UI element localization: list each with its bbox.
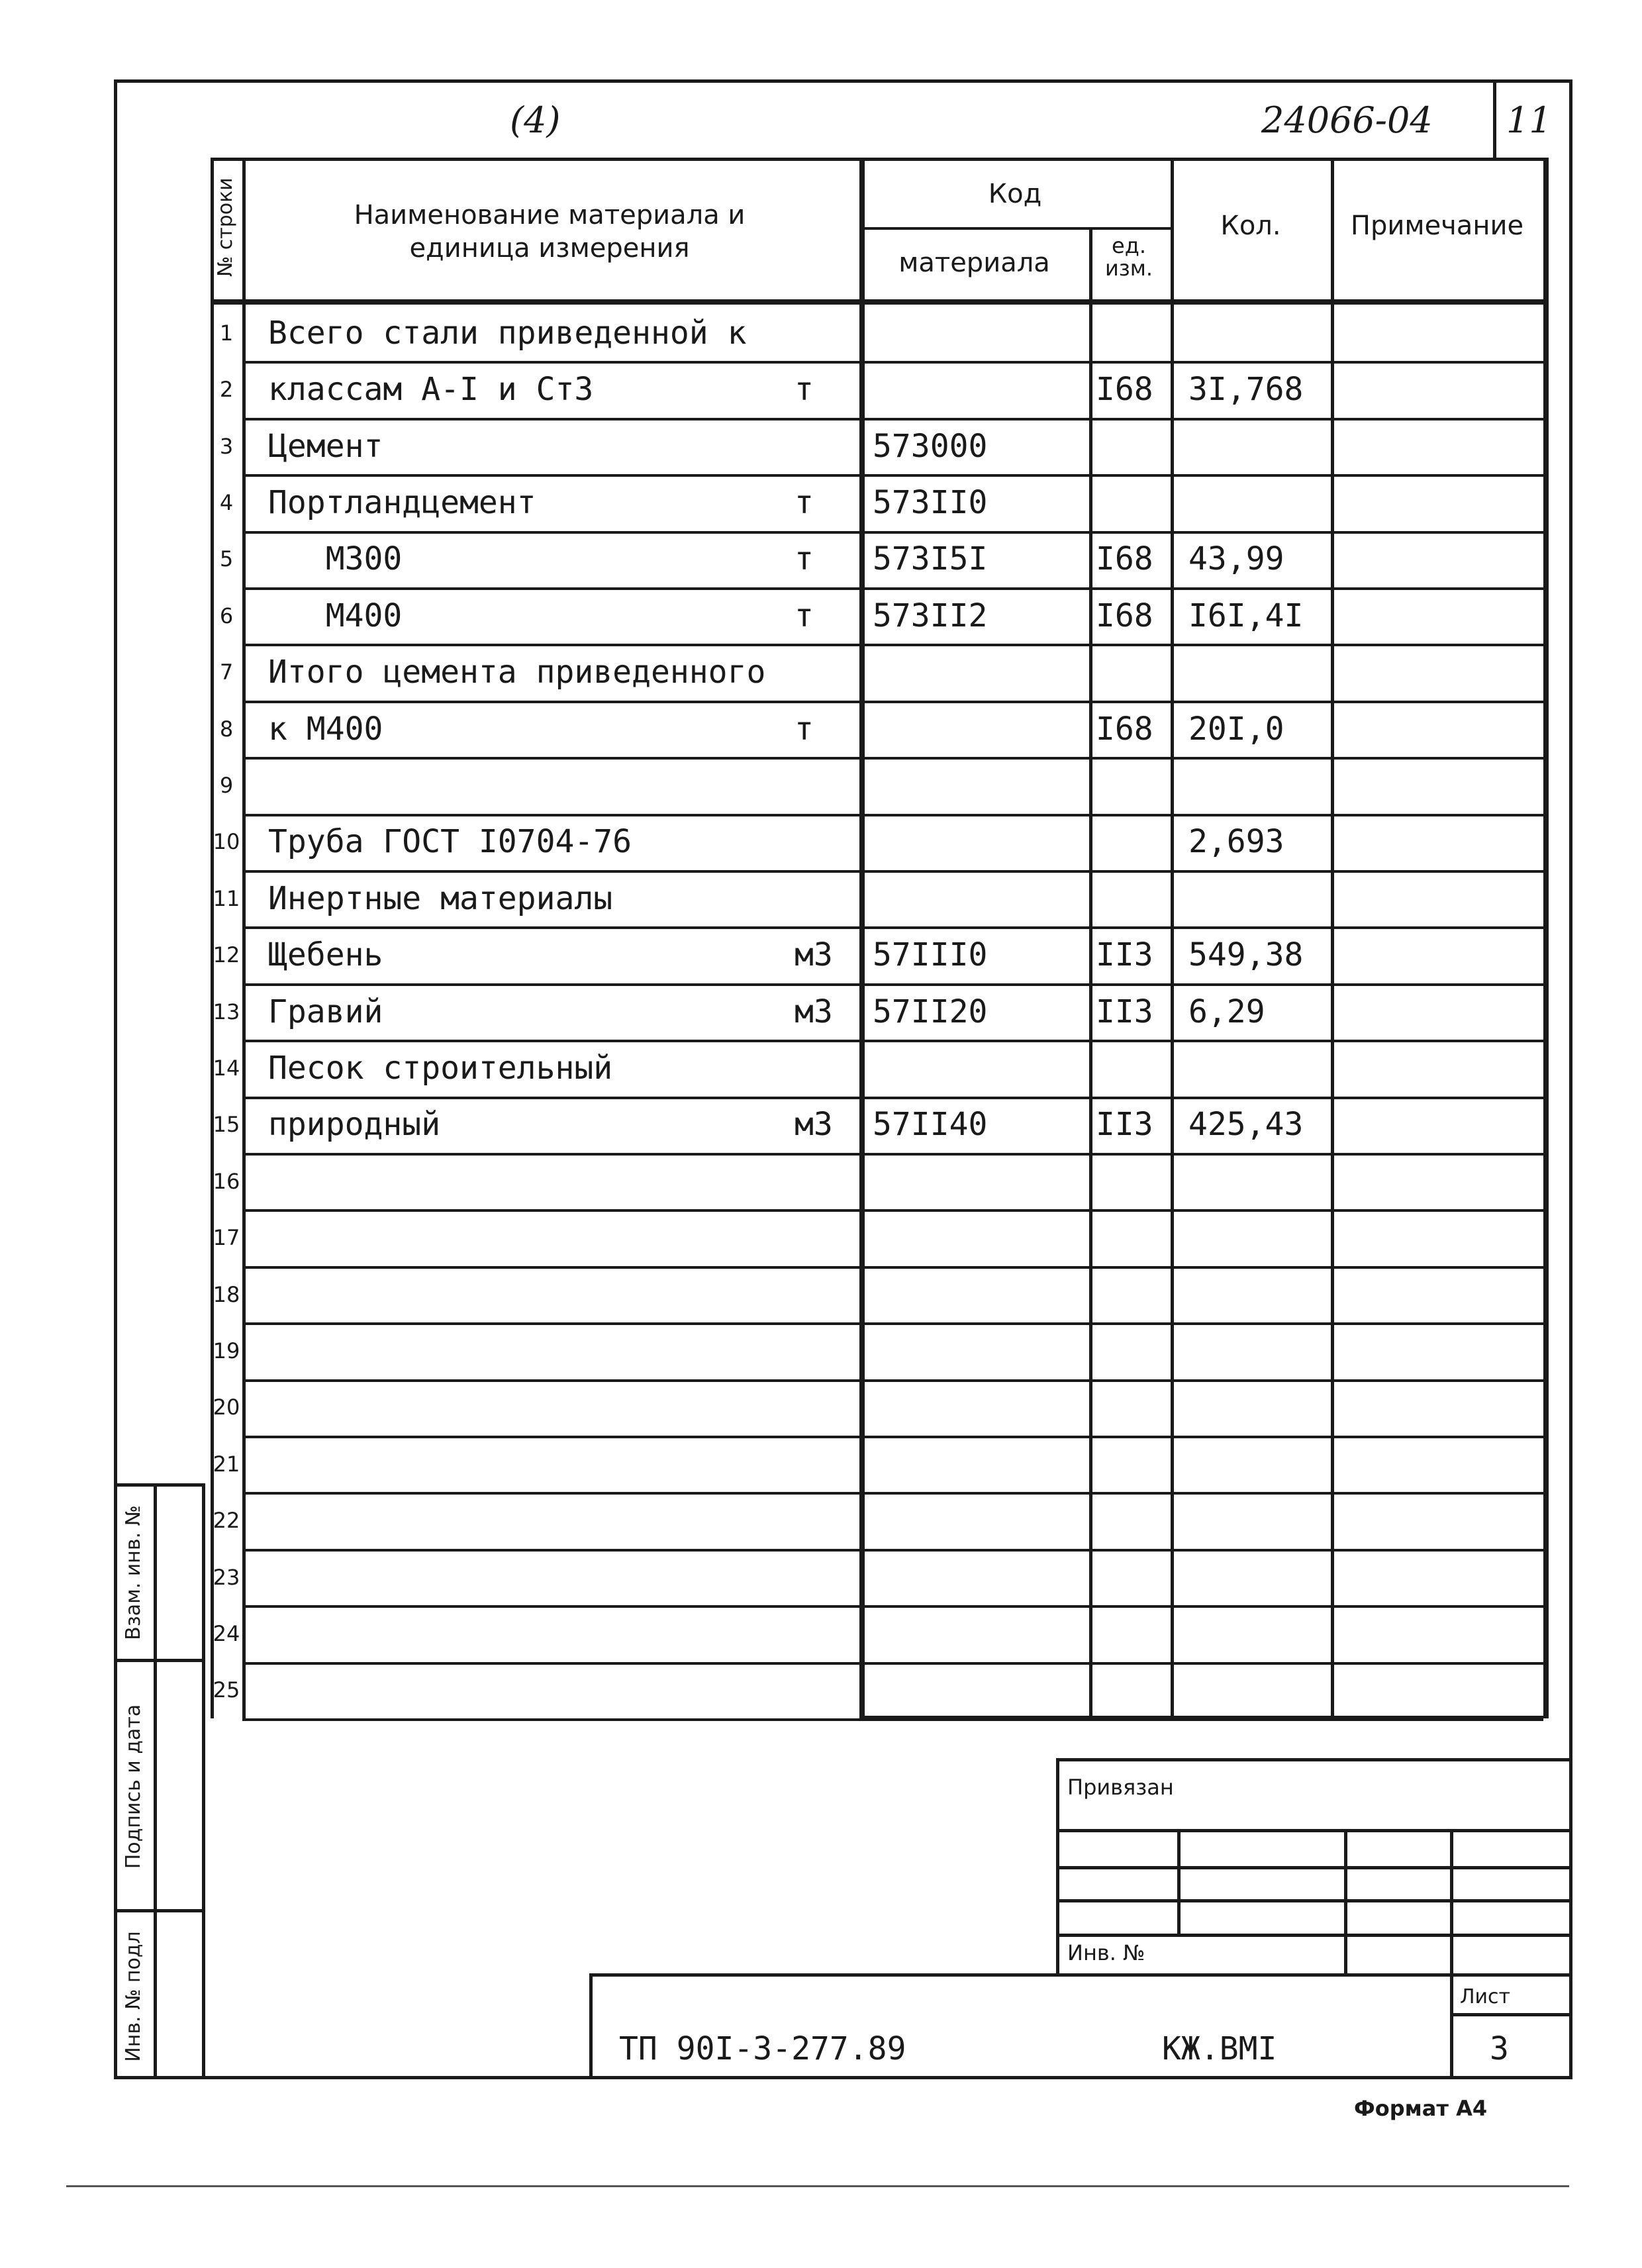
row-line xyxy=(242,418,1543,420)
header-top-line xyxy=(211,158,1543,161)
row-material-code: 573II0 xyxy=(873,484,988,521)
table-column-line xyxy=(1171,158,1174,1718)
row-material-code: 573I5I xyxy=(873,540,988,577)
row-quantity: 43,99 xyxy=(1188,540,1284,577)
row-quantity: 2,693 xyxy=(1188,823,1284,860)
row-number: 10 xyxy=(213,829,240,854)
row-quantity: I6I,4I xyxy=(1188,597,1304,634)
table-column-line xyxy=(242,158,246,1718)
table-column-line xyxy=(859,158,865,1718)
archive-number: 24066-04 xyxy=(1261,99,1433,141)
privyazan-label: Привязан xyxy=(1067,1775,1174,1800)
row-number: 12 xyxy=(213,942,240,967)
row-line xyxy=(242,531,1543,534)
row-line xyxy=(242,1209,1543,1212)
row-number: 15 xyxy=(213,1112,240,1137)
document-mark: КЖ.ВМI xyxy=(1162,2030,1277,2067)
row-unit: т xyxy=(795,484,814,521)
row-number: 1 xyxy=(219,320,234,346)
row-unit-code: I68 xyxy=(1096,711,1153,748)
row-material-code: 57II40 xyxy=(873,1106,988,1143)
side-stamp-inv-podl: Инв. № подл xyxy=(122,1931,145,2062)
row-line xyxy=(242,1322,1543,1325)
header-qty: Кол. xyxy=(1220,211,1281,241)
row-line xyxy=(242,1379,1543,1382)
row-material-code: 57II20 xyxy=(873,993,988,1030)
main-stamp-top-line xyxy=(589,1973,1572,1977)
title-block-line-2 xyxy=(1056,1866,1572,1869)
row-line xyxy=(242,361,1543,364)
side-stamp-vzam-inv: Взам. инв. № xyxy=(122,1505,145,1640)
main-stamp-left-line xyxy=(589,1973,593,2079)
row-line xyxy=(242,587,1543,590)
row-number: 2 xyxy=(219,377,234,402)
row-number: 5 xyxy=(219,546,234,571)
row-unit-code: I68 xyxy=(1096,540,1153,577)
row-quantity: 20I,0 xyxy=(1188,711,1284,748)
header-row-number: № строки xyxy=(214,177,237,277)
row-material-code: 573II2 xyxy=(873,597,988,634)
row-line xyxy=(242,474,1543,477)
row-number: 20 xyxy=(213,1395,240,1420)
row-line xyxy=(242,1097,1543,1099)
format-label: Формат А4 xyxy=(1354,2096,1488,2121)
sheet-label-line xyxy=(1450,2013,1572,2016)
sheet-number: 3 xyxy=(1490,2030,1509,2067)
row-line xyxy=(242,644,1543,646)
part-mark: (4) xyxy=(510,99,561,141)
inv-no-label: Инв. № xyxy=(1067,1940,1145,1965)
row-number: 13 xyxy=(213,999,240,1024)
row-line xyxy=(242,1718,1543,1721)
row-number: 8 xyxy=(219,716,234,742)
row-number: 6 xyxy=(219,603,234,628)
row-number: 17 xyxy=(213,1225,240,1250)
row-number: 19 xyxy=(213,1338,240,1363)
row-name: Щебень xyxy=(268,936,383,973)
row-name: Цемент xyxy=(268,428,383,465)
row-line xyxy=(242,1266,1543,1269)
row-number: 23 xyxy=(213,1565,240,1590)
row-number: 3 xyxy=(219,434,234,459)
row-name: Всего стали приведенной к xyxy=(268,315,747,352)
row-unit-code: II3 xyxy=(1096,993,1153,1030)
title-block-col-1 xyxy=(1177,1829,1181,1934)
row-line xyxy=(242,870,1543,873)
row-line xyxy=(242,1549,1543,1552)
table-column-line xyxy=(1331,158,1334,1718)
title-block-top-line xyxy=(1056,1758,1572,1761)
row-line xyxy=(242,926,1543,929)
title-block-line-4 xyxy=(1056,1934,1572,1937)
row-unit-code: II3 xyxy=(1096,1106,1153,1143)
row-unit: т xyxy=(795,540,814,577)
row-number: 24 xyxy=(213,1621,240,1646)
row-name: М400 xyxy=(268,597,403,634)
row-line xyxy=(242,1662,1543,1665)
row-number: 4 xyxy=(219,490,234,515)
row-name: Песок строительный xyxy=(268,1050,613,1087)
row-unit-code: I68 xyxy=(1096,597,1153,634)
row-line xyxy=(242,1605,1543,1608)
header-code-material: материала xyxy=(898,248,1050,278)
row-line xyxy=(242,1040,1543,1042)
row-number: 14 xyxy=(213,1056,240,1081)
row-name: Портландцемент xyxy=(268,484,536,521)
header-code-unit: ед. изм. xyxy=(1104,233,1153,281)
row-number: 22 xyxy=(213,1508,240,1533)
table-column-line xyxy=(1089,227,1092,1718)
header-note: Примечание xyxy=(1350,211,1524,241)
title-block-line-1 xyxy=(1056,1829,1572,1832)
row-quantity: 3I,768 xyxy=(1188,371,1304,408)
header-bottom-line xyxy=(211,299,1543,305)
row-name: классам А-I и Ст3 xyxy=(268,371,594,408)
row-line xyxy=(242,1153,1543,1156)
row-quantity: 6,29 xyxy=(1188,993,1265,1030)
row-material-code: 57III0 xyxy=(873,936,988,973)
row-number: 9 xyxy=(219,773,234,798)
row-quantity: 425,43 xyxy=(1188,1106,1304,1143)
row-unit: м3 xyxy=(795,1106,833,1143)
header-code: Код xyxy=(988,179,1042,209)
row-unit: м3 xyxy=(795,936,833,973)
side-stamp-divider xyxy=(154,1483,157,2079)
row-number: 16 xyxy=(213,1169,240,1194)
row-line xyxy=(242,814,1543,816)
row-number: 18 xyxy=(213,1282,240,1307)
title-block-line-3 xyxy=(1056,1899,1572,1902)
header-code-split-line xyxy=(859,227,1171,230)
title-block-col-3 xyxy=(1450,1829,1453,2079)
sheet-label: Лист xyxy=(1460,1985,1511,2008)
row-line xyxy=(242,983,1543,986)
side-stamp-podpis-data: Подпись и дата xyxy=(122,1704,145,1869)
row-line xyxy=(242,701,1543,703)
row-line xyxy=(242,757,1543,760)
row-unit: т xyxy=(795,711,814,748)
row-material-code: 573000 xyxy=(873,428,988,465)
row-number: 21 xyxy=(213,1452,240,1477)
row-name: к М400 xyxy=(268,711,383,748)
document-code: ТП 90I-3-277.89 xyxy=(619,2030,906,2067)
row-unit: т xyxy=(795,597,814,634)
row-unit: т xyxy=(795,371,814,408)
row-name: Труба ГОСТ I0704-76 xyxy=(268,823,632,860)
row-number: 25 xyxy=(213,1677,240,1702)
row-quantity: 549,38 xyxy=(1188,936,1304,973)
page-number: 11 xyxy=(1506,99,1552,141)
row-name: Инертные материалы xyxy=(268,880,613,917)
page-number-divider xyxy=(1493,79,1496,159)
row-unit: м3 xyxy=(795,993,833,1030)
row-name: Итого цемента приведенного xyxy=(268,654,766,691)
row-unit-code: II3 xyxy=(1096,936,1153,973)
scan-bottom-line xyxy=(66,2185,1569,2187)
row-name: Гравий xyxy=(268,993,383,1030)
title-block-col-2 xyxy=(1344,1829,1347,1975)
row-line xyxy=(242,1492,1543,1495)
table-column-line xyxy=(1543,158,1549,1718)
row-line xyxy=(242,1436,1543,1438)
row-number: 11 xyxy=(213,886,240,911)
row-unit-code: I68 xyxy=(1096,371,1153,408)
row-name: М300 xyxy=(268,540,403,577)
row-number: 7 xyxy=(219,660,234,685)
row-name: природный xyxy=(268,1106,441,1143)
header-name: Наименование материала и единица измерения xyxy=(354,200,746,264)
